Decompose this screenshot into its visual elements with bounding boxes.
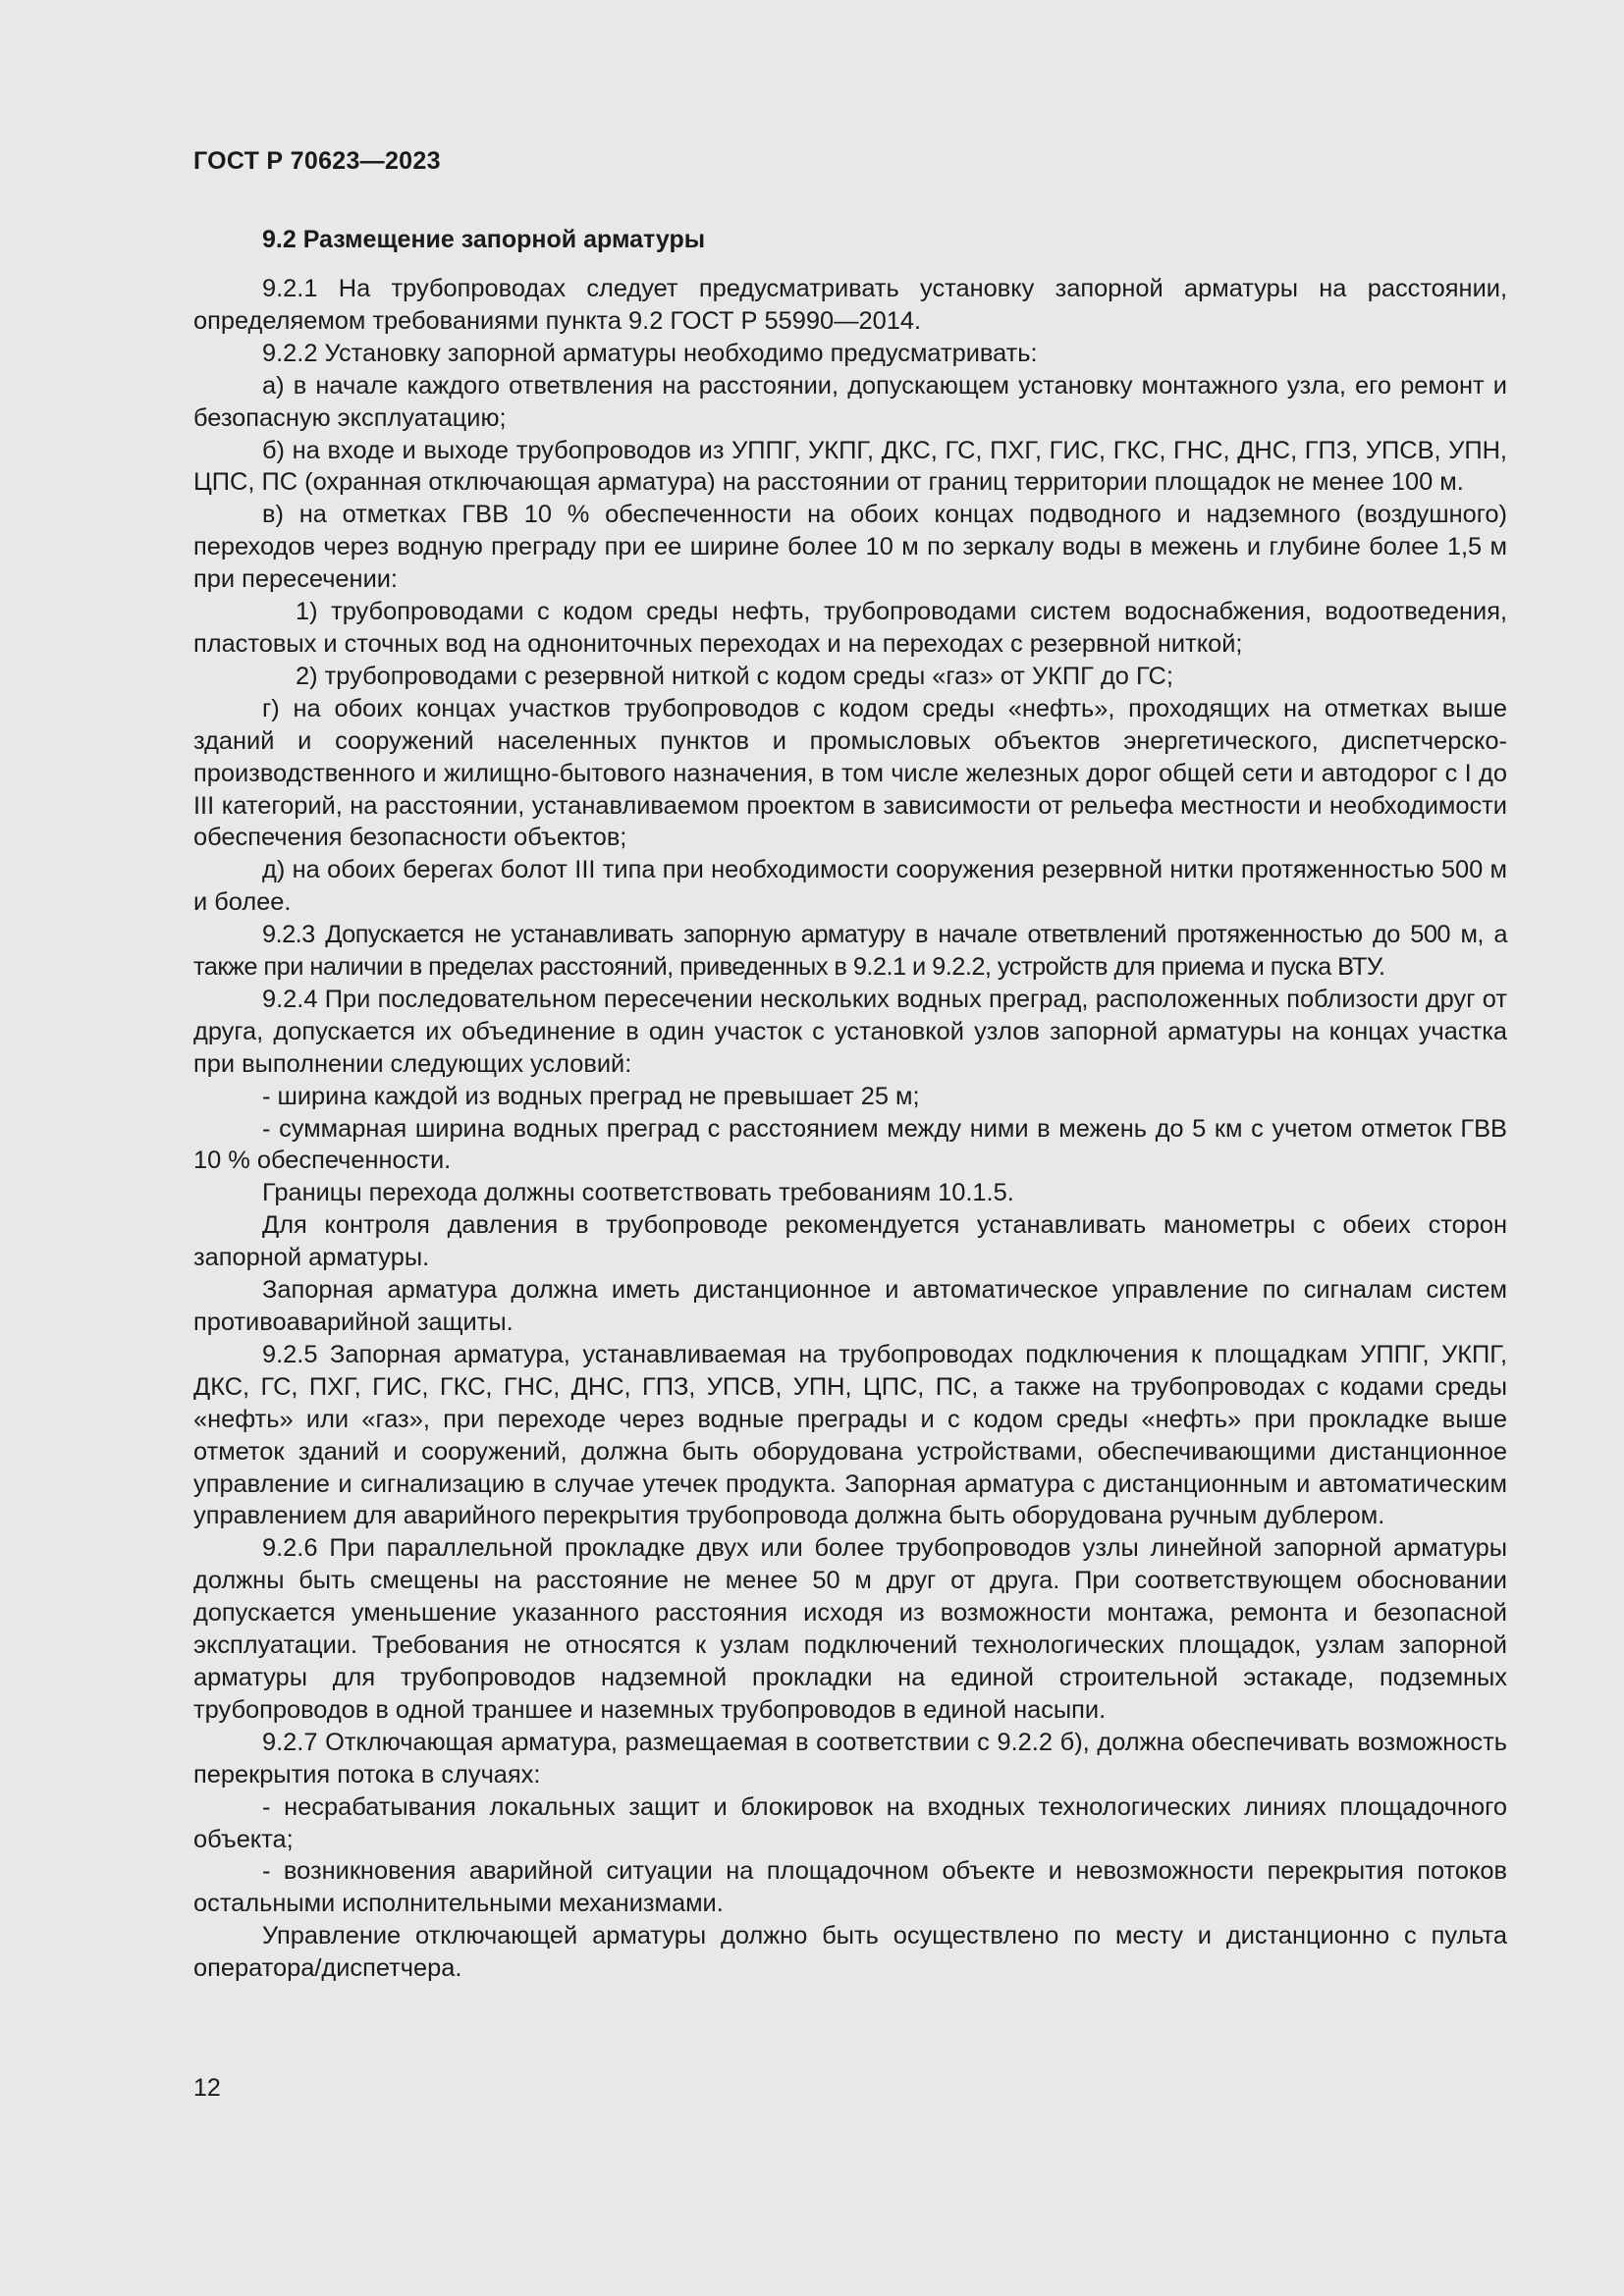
dash-item-total-width: - суммарная ширина водных преград с расстоянием между ними в межень до 5 км с учетом отметок ГВВ 10 % обеспеченности. [193, 1114, 1507, 1175]
paragraph-9-2-7: 9.2.7 Отключающая арматура, размещаемая в соответствии с 9.2.2 б), должна обеспечивать возможность перекрытия потока в случаях: [193, 1728, 1507, 1789]
list-item-d: д) на обоих берегах болот III типа при необходимости сооружения резервной нитки протяженностью 500 м и более. [193, 856, 1507, 917]
paragraph-9-2-4: 9.2.4 При последовательном пересечении нескольких водных преград, расположенных поблизости друг от друга, допускается их объединение в один участок с установкой узлов запорной арматуры на концах участка при выполнении следующих условий: [193, 985, 1507, 1078]
paragraph-pressure-control: Для контроля давления в трубопроводе рекомендуется устанавливать манометры с обеих сторон запорной арматуры. [193, 1211, 1507, 1272]
list-item-a: а) в начале каждого ответвления на расстоянии, допускающем установку монтажного узла, его ремонт и безопасную эксплуатацию; [193, 371, 1507, 432]
paragraph-valve-control: Запорная арматура должна иметь дистанционное и автоматическое управление по сигналам систем противоаварийной защиты. [193, 1276, 1507, 1336]
dash-item-emergency: - возникновения аварийной ситуации на площадочном объекте и невозможности перекрытия потоков остальными исполнительными механизмами. [193, 1857, 1507, 1918]
list-item-b: б) на входе и выходе трубопроводов из УППГ, УКПГ, ДКС, ГС, ПХГ, ГИС, ГКС, ГНС, ДНС, ГПЗ, УПСВ, УПН, ЦПС, ПС (охранная отключающая арматура) на расстоянии от границ территории площадок не менее 100 м. [193, 436, 1507, 497]
dash-item-width: - ширина каждой из водных преград не превышает 25 м; [262, 1082, 920, 1110]
document-body [193, 273, 1507, 1985]
page-number: 12 [193, 2074, 221, 2102]
dash-item-protection-failure: - несрабатывания локальных защит и блокировок на входных технологических линиях площадочного объекта; [193, 1792, 1507, 1853]
paragraph-9-2-5: 9.2.5 Запорная арматура, устанавливаемая на трубопроводах подключения к площадкам УППГ, УКПГ, ДКС, ГС, ПХГ, ГИС, ГКС, ГНС, ДНС, ГПЗ, УПСВ, УПН, ЦПС, ПС, а также на трубопроводах с кодами среды «нефть» или «газ», при переходе через водные преграды и с кодом среды «нефть» при прокладке выше отметок зданий и сооружений, должна быть оборудована устройствами, обеспечивающими дистанционное управление и сигнализацию в случае утечек продукта. Запорная арматура с дистанционным и автоматическим управлением для аварийного перекрытия трубопровода должна быть оборудована ручным дублером. [193, 1340, 1507, 1530]
paragraph-9-2-6: 9.2.6 При параллельной прокладке двух или более трубопроводов узлы линейной запорной арматуры должны быть смещены на расстояние не менее 50 м друг от друга. При соответствующем обосновании допускается уменьшение указанного расстояния исходя из возможности монтажа, ремонта и безопасной эксплуатации. Требования не относятся к узлам подключений технологических площадок, узлам запорной арматуры для трубопроводов надземной прокладки на единой строительной эстакаде, подземных трубопроводов в одной траншее и наземных трубопроводов в единой насыпи. [193, 1534, 1507, 1724]
document-code: ГОСТ Р 70623—2023 [193, 147, 441, 175]
sub-item-1: 1) трубопроводами с кодом среды нефть, трубопроводами систем водоснабжения, водоотведения, пластовых и сточных вод на однониточных переходах и на переходах с резервной ниткой; [193, 598, 1507, 658]
paragraph-control-mode: Управление отключающей арматуры должно быть осуществлено по месту и дистанционно с пульта оператора/диспетчера. [193, 1922, 1507, 1983]
list-item-v: в) на отметках ГВВ 10 % обеспеченности на обоих концах подводного и надземного (воздушного) переходов через водную преграду при ее ширине более 10 м по зеркалу воды в межень и глубине более 1,5 м при пересечении: [193, 501, 1507, 594]
sub-item-2: 2) трубопроводами с резервной ниткой с кодом среды «газ» от УКПГ до ГС; [296, 662, 1173, 690]
section-title: 9.2 Размещение запорной арматуры [262, 226, 706, 253]
paragraph-9-2-2: 9.2.2 Установку запорной арматуры необходимо предусматривать: [262, 339, 1038, 367]
paragraph-9-2-3: 9.2.3 Допускается не устанавливать запорную арматуру в начале ответвлений протяженностью до 500 м, а также при наличии в пределах расстояний, приведенных в 9.2.1 и 9.2.2, устройств для приема и пуска ВТУ. [193, 921, 1507, 982]
paragraph-9-2-1: 9.2.1 На трубопроводах следует предусматривать установку запорной арматуры на расстоянии, определяемом требованиями пункта 9.2 ГОСТ Р 55990—2014. [193, 275, 1507, 335]
paragraph-crossing-bounds: Границы перехода должны соответствовать требованиям 10.1.5. [262, 1179, 1014, 1207]
list-item-g: г) на обоих концах участков трубопроводов с кодом среды «нефть», проходящих на отметках выше зданий и сооружений населенных пунктов и промысловых объектов энергетического, диспетчерско-производственного и жилищно-бытового назначения, в том числе железных дорог общей сети и автодорог с I до III категорий, на расстоянии, устанавливаемом проектом в зависимости от рельефа местности и необходимости обеспечения безопасности объектов; [193, 694, 1507, 852]
